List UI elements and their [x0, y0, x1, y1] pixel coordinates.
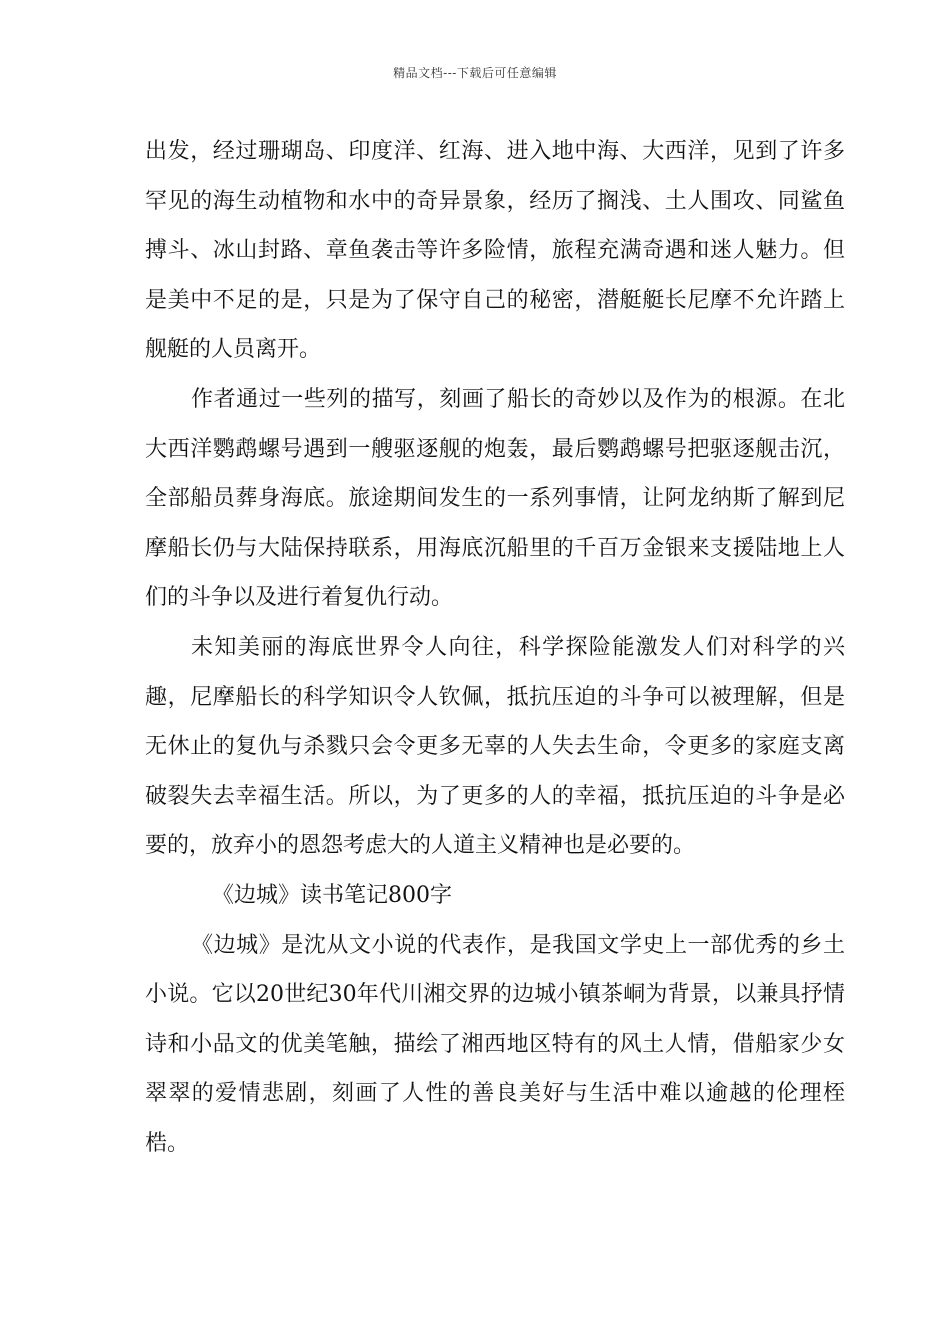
paragraph-reflection: 未知美丽的海底世界令人向往，科学探险能激发人们对科学的兴趣，尼摩船长的科学知识令人钦佩，抵抗压迫的斗争可以被理解，但是无休止的复仇与杀戮只会令更多无辜的人失去生命，令更多的家庭支离破裂失去幸福生活。所以，为了更多的人的幸福，抵抗压迫的斗争是必要的，放弃小的恩怨考虑大的人道主义精神也是必要的。	[145, 634, 845, 859]
paragraph-captain-portrayal: 作者通过一些列的描写，刻画了船长的奇妙以及作为的根源。在北大西洋鹦鹉螺号遇到一艘驱逐舰的炮轰，最后鹦鹉螺号把驱逐舰击沉，全部船员葬身海底。旅途期间发生的一系列事情，让阿龙纳斯了解到尼摩船长仍与大陆保持联系，用海底沉船里的千百万金银来支援陆地上人们的斗争以及进行着复仇行动。	[145, 386, 845, 611]
document-body	[145, 127, 845, 1168]
section-title: 《边城》读书笔记800字	[212, 882, 452, 908]
paragraph-continuation: 出发，经过珊瑚岛、印度洋、红海、进入地中海、大西洋，见到了许多罕见的海生动植物和水中的奇异景象，经历了搁浅、土人围攻、同鲨鱼搏斗、冰山封路、章鱼袭击等许多险情，旅程充满奇遇和迷人魅力。但是美中不足的是，只是为了保守自己的秘密，潜艇艇长尼摩不允许踏上舰艇的人员离开。	[145, 139, 845, 363]
paragraph-biancheng-intro: 《边城》是沈从文小说的代表作，是我国文学史上一部优秀的乡土小说。它以20世纪30年代川湘交界的边城小镇茶峒为背景，以兼具抒情诗和小品文的优美笔触，描绘了湘西地区特有的风土人情，借船家少女翠翠的爱情悲剧，刻画了人性的善良美好与生活中难以逾越的伦理桎梏。	[145, 932, 845, 1156]
page-header: 精品文档---下载后可任意编辑	[393, 66, 557, 80]
